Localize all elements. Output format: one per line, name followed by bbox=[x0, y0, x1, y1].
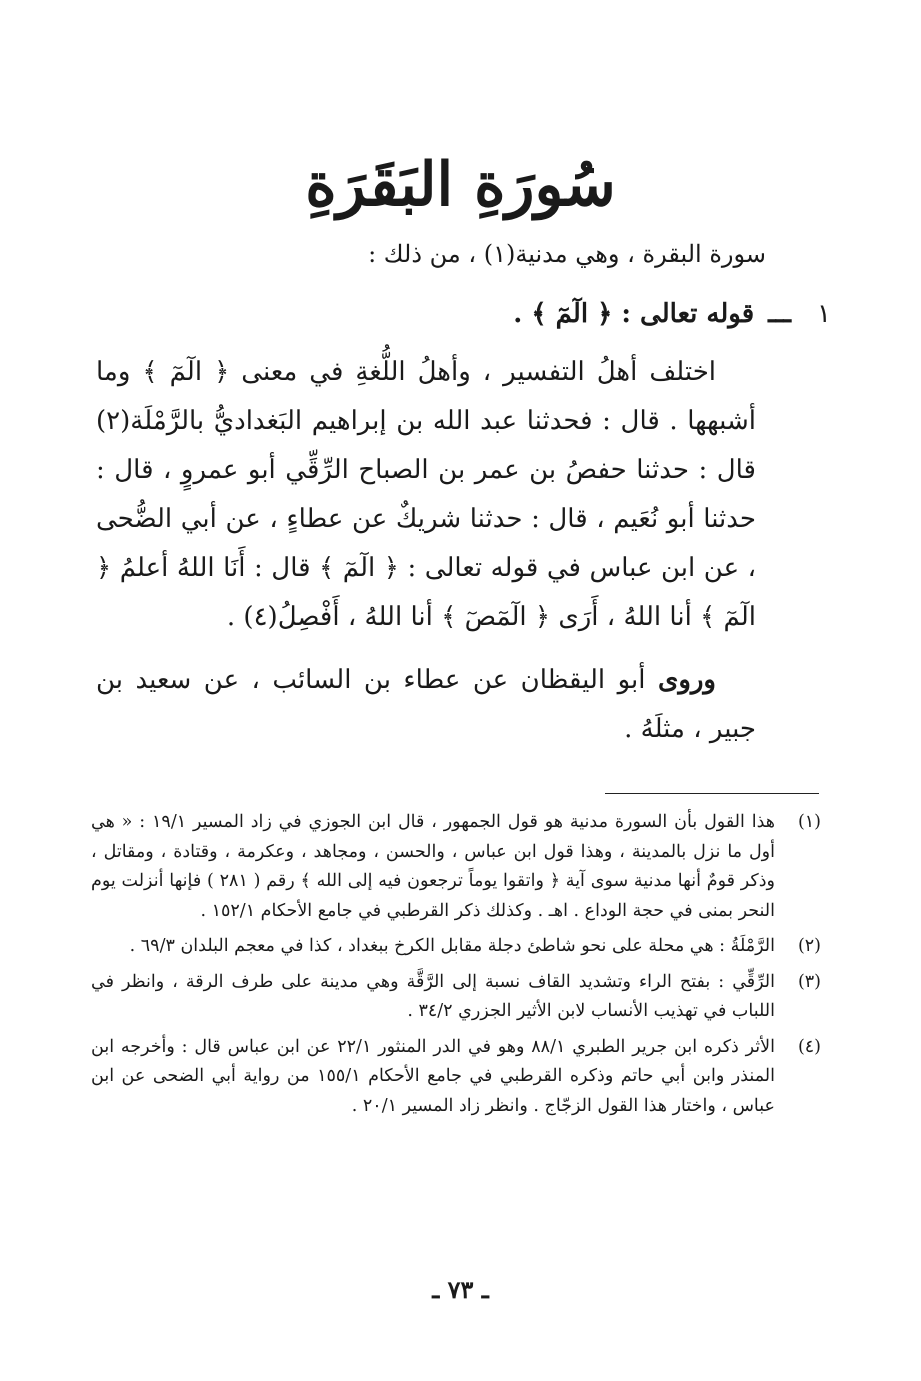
paragraph-2 bbox=[96, 656, 756, 754]
footnote-number: (١) bbox=[797, 812, 821, 832]
verse-dash: ـــ bbox=[768, 299, 791, 329]
intro-line: سورة البقرة ، وهي مدنية(١) ، من ذلك : bbox=[368, 240, 766, 268]
verse-number: ١ bbox=[817, 299, 831, 329]
footnote-number: (٣) bbox=[797, 971, 821, 992]
footnote-number: (٤) bbox=[797, 1036, 821, 1057]
footnote-2 bbox=[91, 932, 821, 962]
footnote-4 bbox=[91, 1033, 821, 1122]
footnotes bbox=[91, 808, 821, 1127]
footnote-number: (٢) bbox=[797, 936, 821, 956]
footnote-text: الرَّمْلَةُ : هي محلة على نحو شاطئ دجلة مقابل الكرخ ببغداد ، كذا في معجم البلدان ٦٩/٣ . bbox=[129, 936, 775, 956]
paragraph-2-text: أبو اليقظان عن عطاء بن السائب ، عن سعيد بن جبير ، مثلَهُ . bbox=[96, 665, 756, 744]
verse-text: قوله تعالى : ﴿ الٓمٓ ﴾ . bbox=[513, 299, 755, 329]
verse-heading bbox=[91, 292, 831, 336]
footnote-text: هذا القول بأن السورة مدنية هو قول الجمهور ، قال ابن الجوزي في زاد المسير ١٩/١ : « هي أول ما نزل بالمدينة ، وهذا قول ابن عباس ، والحسن ، ومجاهد ، وعكرمة ، وقتادة ، ومقاتل ، وذكر قومٌ أنها مدنية سوى آية ﴿ واتقوا يوماً ترجعون فيه إلى الله ﴾ رقم ( ٢٨١ ) فإنها أنزلت يوم النحر بمنى في حجة الوداع . اهـ . وكذلك ذكر القرطبي في جامع الأحكام ١٥٢/١ . bbox=[91, 812, 776, 921]
paragraph-1: اختلف أهلُ التفسير ، وأهلُ اللُّغةِ في معنى ﴿ الٓمٓ ﴾ وما أشبهها . قال : فحدثنا عبد الله بن إبراهيم البَغداديُّ بالرَّمْلَة(٢) قال : حدثنا حفصُ بن عمر بن الصباح الرِّقِّي أبو عمروٍ ، قال : حدثنا أبو نُعَيم ، قال : حدثنا شريكٌ عن عطاءٍ ، عن أبي الضُّحى ، عن ابن عباس في قوله تعالى : ﴿ الٓمٓ ﴾ قال : أَنَا اللهُ أعلمُ ﴿ الٓمٓ ﴾ أنا اللهُ ، أَرَى ﴿ الٓمٓصٓ ﴾ أنا اللهُ ، أَفْصِلُ(٤) . bbox=[96, 357, 756, 632]
footnote-3 bbox=[91, 968, 821, 1027]
footnote-divider bbox=[605, 793, 819, 794]
footnote-text: الأثر ذكره ابن جرير الطبري ٨٨/١ وهو في الدر المنثور ٢٢/١ عن ابن عباس قال : وأخرجه ابن المنذر وابن أبي حاتم وذكره القرطبي في جامع الأحكام ١٥٥/١ من رواية أبي الضحى عن ابن عباس ، واختار هذا القول الزجّاج . وانظر زاد المسير ٢٠/١ . bbox=[91, 1036, 776, 1116]
page-number: ـ ٧٣ ـ bbox=[432, 1275, 489, 1304]
footnote-1 bbox=[91, 808, 821, 926]
paragraph-2-lead: وروى bbox=[657, 665, 716, 695]
surah-title: سُورَةِ البَقَرَةِ bbox=[305, 150, 616, 220]
footnote-text: الرِّقِّي : بفتح الراء وتشديد القاف نسبة إلى الرَّقَّة وهي مدينة على طرف الرقة ، وانظر في اللباب في تهذيب الأنساب لابن الأثير الجزري ٣٤/٢ . bbox=[91, 971, 775, 1021]
